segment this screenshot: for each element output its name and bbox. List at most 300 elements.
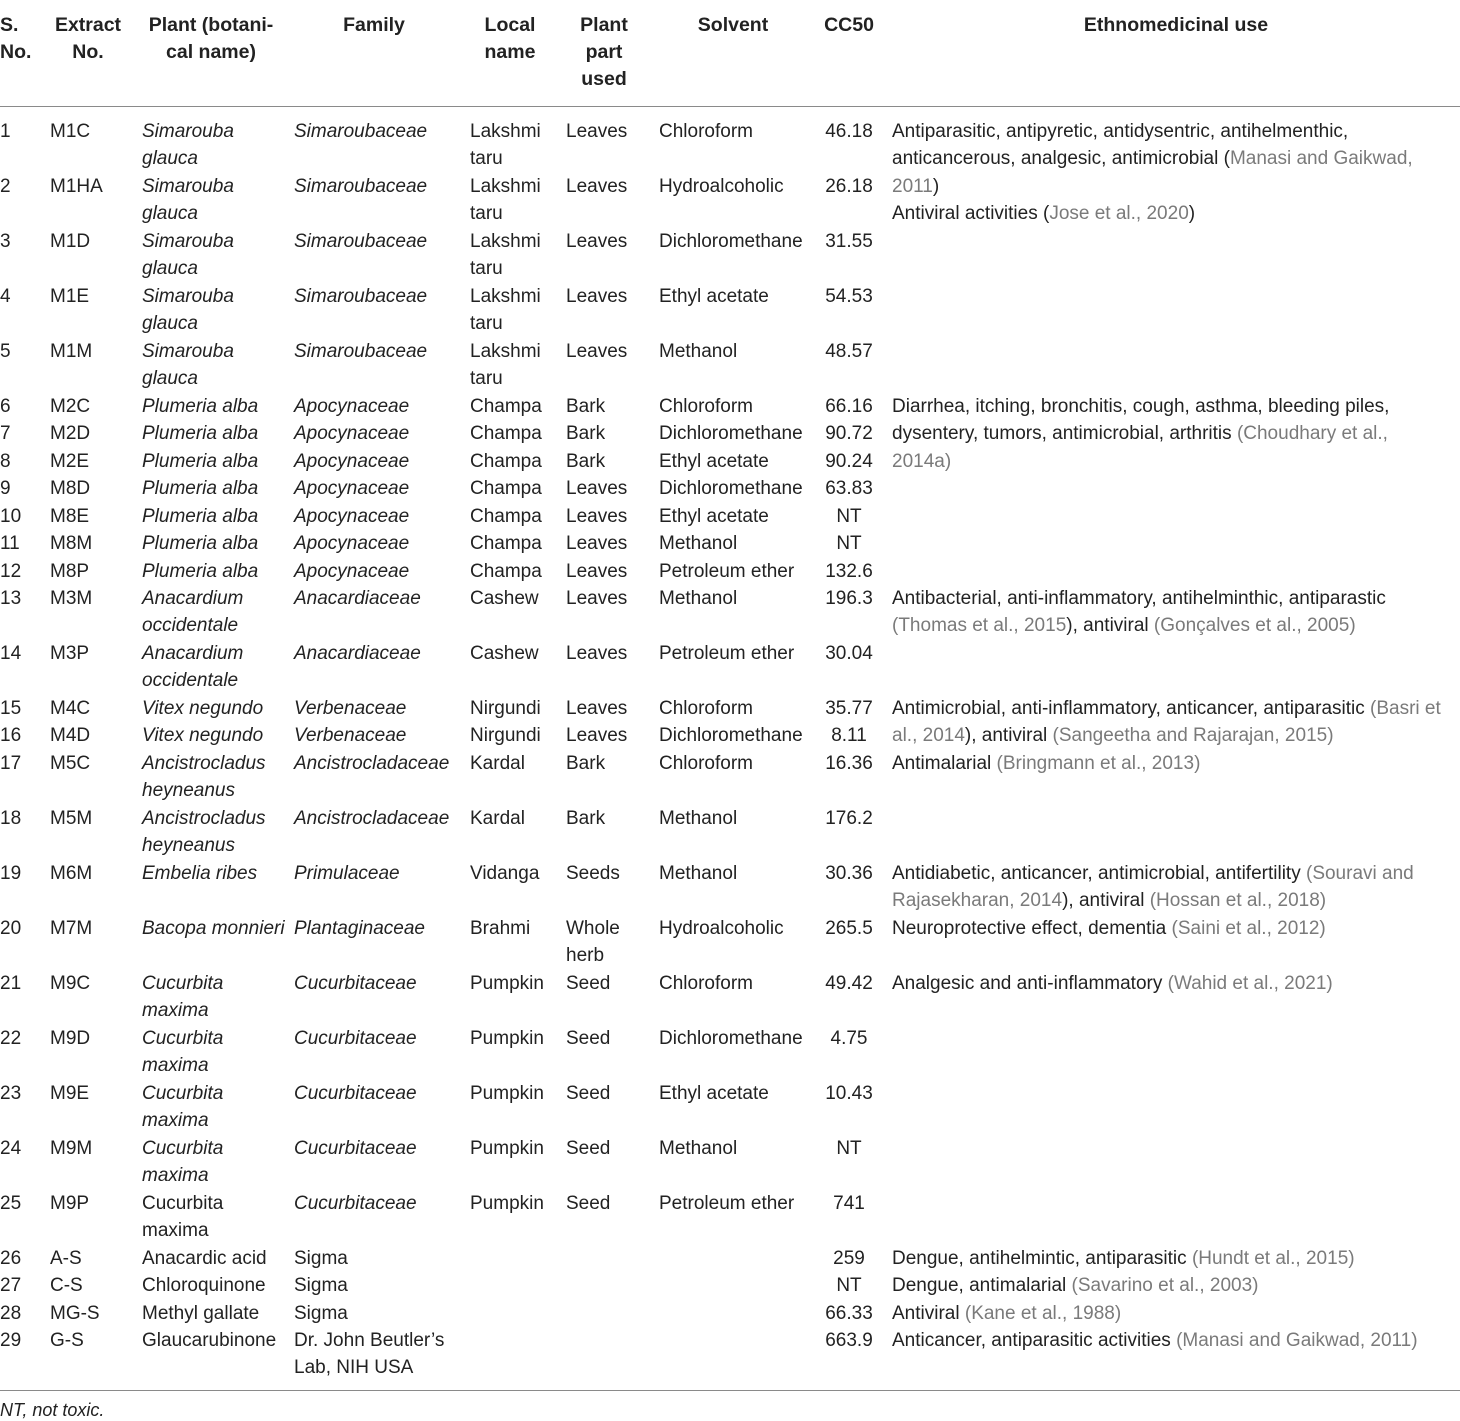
cell-sno: 28 xyxy=(0,1303,22,1324)
table-header xyxy=(0,0,1460,107)
cell-part: Bark xyxy=(566,753,606,774)
cell-cc50: NT xyxy=(836,533,862,554)
cell-local: Lakshmi taru xyxy=(470,121,541,170)
cell-family: Sigma xyxy=(294,1303,348,1324)
cell-cc50: 8.11 xyxy=(831,725,867,746)
cell-cc50: 176.2 xyxy=(825,808,873,829)
use-text: Antibacterial, anti-inflammatory, antihelminthic, antiparastic xyxy=(892,588,1386,609)
cell-extract: M2E xyxy=(50,451,90,472)
cell-extract: M9P xyxy=(50,1193,90,1214)
ethnomedicinal-use xyxy=(892,915,1452,942)
cell-extract: M8E xyxy=(50,506,90,527)
cell-family: Apocynaceae xyxy=(294,506,410,527)
cell-family: Verbenaceae xyxy=(294,725,407,746)
cell-sno: 19 xyxy=(0,863,22,884)
cell-plant: Chloroquinone xyxy=(142,1275,266,1296)
cell-cc50: 196.3 xyxy=(825,588,873,609)
cell-cc50: 49.42 xyxy=(825,973,873,994)
citation-link[interactable]: ( xyxy=(1071,1275,1078,1296)
citation-link[interactable]: ) xyxy=(944,450,952,472)
cell-part: Leaves xyxy=(566,725,628,746)
cell-extract: M9E xyxy=(50,1083,90,1104)
cell-solvent: Chloroform xyxy=(659,753,753,774)
use-text: ( xyxy=(1043,203,1050,225)
cell-plant: Cucurbita maxima xyxy=(142,1138,224,1187)
cell-solvent: Methanol xyxy=(659,1138,738,1159)
cell-sno: 10 xyxy=(0,506,22,527)
citation-link[interactable]: ( xyxy=(964,1303,972,1324)
header-solvent: Solvent xyxy=(697,14,769,36)
cell-cc50: NT xyxy=(836,1275,862,1296)
cell-extract: M5M xyxy=(50,808,93,829)
cell-part: Bark xyxy=(566,808,606,829)
cell-part: Bark xyxy=(566,396,606,417)
use-text: ), antiviral xyxy=(1066,615,1154,637)
cell-sno: 3 xyxy=(0,231,11,252)
cell-sno: 22 xyxy=(0,1028,22,1049)
use-text: Antiviral activities xyxy=(892,203,1043,225)
use-text: Antimicrobial, anti-inflammatory, anticancer, antiparasitic xyxy=(892,698,1371,719)
cell-extract: M8M xyxy=(50,533,93,554)
citation-link[interactable]: Choudhary et al., 2014a xyxy=(892,423,1388,472)
cell-plant: Plumeria alba xyxy=(142,478,259,499)
citation-link[interactable]: Wahid et al., 2021 xyxy=(1173,973,1327,994)
cell-plant: Ancistrocladus heyneanus xyxy=(142,753,266,802)
cell-plant: Plumeria alba xyxy=(142,423,259,444)
cell-family: Cucurbitaceae xyxy=(294,1083,417,1104)
citation-link[interactable]: ) xyxy=(1411,1330,1418,1351)
cell-sno: 12 xyxy=(0,561,22,582)
use-text: Neuroprotective effect, dementia xyxy=(892,918,1172,939)
cell-extract: M7M xyxy=(50,918,93,939)
citation-link[interactable]: ( xyxy=(892,615,899,637)
cell-cc50: 10.43 xyxy=(825,1083,873,1104)
cell-part: Leaves xyxy=(566,478,628,499)
cell-part: Leaves xyxy=(566,341,628,362)
cell-solvent: Dichloromethane xyxy=(659,231,803,252)
cell-sno: 27 xyxy=(0,1275,22,1296)
citation-link[interactable]: ( xyxy=(996,753,1003,774)
cell-family: Simaroubaceae xyxy=(294,231,428,252)
cell-extract: M3P xyxy=(50,643,90,664)
cell-part: Bark xyxy=(566,451,606,472)
citation-link[interactable]: Kane et al., 1988 xyxy=(971,1303,1115,1324)
citation-link[interactable]: ) xyxy=(1114,1303,1122,1324)
cell-solvent: Methanol xyxy=(659,533,738,554)
cell-plant: Vitex negundo xyxy=(142,698,264,719)
cell-family: Sigma xyxy=(294,1248,348,1269)
cell-family: Dr. John Beutler’s Lab, NIH USA xyxy=(294,1330,445,1379)
cell-solvent: Dichloromethane xyxy=(659,725,803,746)
cell-plant: Plumeria alba xyxy=(142,561,259,582)
cell-part: Leaves xyxy=(566,533,628,554)
cell-solvent: Ethyl acetate xyxy=(659,506,769,527)
cell-plant: Plumeria alba xyxy=(142,451,259,472)
table-bottom-rule xyxy=(0,1390,1460,1391)
header-part: Plant part used xyxy=(580,14,628,90)
cell-plant: Methyl gallate xyxy=(142,1303,260,1324)
cell-local: Pumpkin xyxy=(470,1028,544,1049)
cell-part: Leaves xyxy=(566,643,628,664)
cell-cc50: 90.24 xyxy=(825,451,873,472)
cell-family: Cucurbitaceae xyxy=(294,1193,417,1214)
cell-local: Champa xyxy=(470,561,542,582)
citation-link[interactable]: Manasi and Gaikwad, 2011 xyxy=(892,148,1413,197)
cell-solvent: Ethyl acetate xyxy=(659,451,769,472)
cell-cc50: 16.36 xyxy=(825,753,873,774)
cell-extract: M2C xyxy=(50,396,91,417)
ethnomedicinal-use xyxy=(892,1300,1452,1327)
use-text: Diarrhea, itching, bronchitis, cough, asthma, bleeding piles, dysentery, tumors, antimicrobial, arthritis xyxy=(892,396,1390,445)
ethnomedicinal-use xyxy=(892,585,1452,640)
cell-family: Verbenaceae xyxy=(294,698,407,719)
cell-local: Nirgundi xyxy=(470,698,541,719)
cell-solvent: Petroleum ether xyxy=(659,1193,795,1214)
cell-plant: Simarouba glauca xyxy=(142,121,234,170)
use-text: ), antiviral xyxy=(964,725,1053,747)
cell-part: Leaves xyxy=(566,286,628,307)
cell-solvent: Methanol xyxy=(659,588,738,609)
ethnomedicinal-use xyxy=(892,118,1452,200)
cell-local: Champa xyxy=(470,396,542,417)
cell-extract: M3M xyxy=(50,588,93,609)
ethnomedicinal-use xyxy=(892,970,1452,997)
cell-cc50: 741 xyxy=(833,1193,865,1214)
cell-part: Leaves xyxy=(566,121,628,142)
cell-local: Champa xyxy=(470,533,542,554)
cell-part: Leaves xyxy=(566,561,628,582)
citation-link[interactable]: ) xyxy=(1326,973,1333,994)
use-text: Antiparasitic, antipyretic, antidysentric, antihelmenthic, anticancerous, analgesic, antimicrobial xyxy=(892,121,1349,170)
cell-sno: 17 xyxy=(0,753,22,774)
use-text: ( xyxy=(1223,148,1230,170)
citation-link[interactable]: ( xyxy=(1149,890,1157,912)
cell-sno: 25 xyxy=(0,1193,22,1214)
cell-cc50: 48.57 xyxy=(825,341,873,362)
cell-local: Lakshmi taru xyxy=(470,231,541,280)
cell-plant: Embelia ribes xyxy=(142,863,258,884)
cell-family: Plantaginaceae xyxy=(294,918,425,939)
cell-extract: G-S xyxy=(50,1330,84,1351)
cell-family: Ancistrocladaceae xyxy=(294,808,450,829)
cell-family: Anacardiaceae xyxy=(294,588,421,609)
cell-cc50: 63.83 xyxy=(825,478,873,499)
cell-extract: M1D xyxy=(50,231,91,252)
cell-cc50: 66.33 xyxy=(825,1303,873,1324)
ethnomedicinal-use xyxy=(892,695,1452,750)
use-text: Dengue, antihelmintic, antiparasitic xyxy=(892,1248,1192,1269)
cell-plant: Cucurbita maxima xyxy=(142,1083,224,1132)
cell-family: Simaroubaceae xyxy=(294,286,428,307)
cell-sno: 8 xyxy=(0,451,11,472)
cell-extract: M5C xyxy=(50,753,91,774)
cell-family: Ancistrocladaceae xyxy=(294,753,450,774)
header-cc50: CC50 xyxy=(824,14,874,36)
header-extract: Extract No. xyxy=(54,14,122,63)
cell-family: Simaroubaceae xyxy=(294,341,428,362)
cell-extract: M1E xyxy=(50,286,90,307)
citation-link[interactable]: Souravi and Rajasekharan, 2014 xyxy=(892,863,1414,912)
cell-plant: Ancistrocladus heyneanus xyxy=(142,808,266,857)
cell-sno: 26 xyxy=(0,1248,22,1269)
cell-sno: 2 xyxy=(0,176,11,197)
ethnomedicinal-use xyxy=(892,393,1452,475)
use-text: Antimalarial xyxy=(892,753,997,774)
cell-family: Anacardiaceae xyxy=(294,643,421,664)
cell-plant: Anacardium occidentale xyxy=(142,588,244,637)
cell-family: Sigma xyxy=(294,1275,348,1296)
citation-link[interactable]: Sangeetha and Rajarajan, 2015 xyxy=(1058,725,1328,747)
citation-link[interactable]: ( xyxy=(1171,918,1178,939)
cell-local: Vidanga xyxy=(470,863,540,884)
cell-cc50: 259 xyxy=(833,1248,865,1269)
header-ethno: Ethnomedicinal use xyxy=(1083,14,1269,36)
citation-link[interactable]: Manasi and Gaikwad, 2011 xyxy=(1182,1330,1412,1351)
cell-family: Apocynaceae xyxy=(294,561,410,582)
cell-plant: Anacardium occidentale xyxy=(142,643,244,692)
cell-cc50: 30.04 xyxy=(825,643,873,664)
cell-family: Cucurbitaceae xyxy=(294,1138,417,1159)
cell-cc50: 35.77 xyxy=(825,698,873,719)
cell-solvent: Dichloromethane xyxy=(659,423,803,444)
cell-family: Primulaceae xyxy=(294,863,400,884)
cell-sno: 23 xyxy=(0,1083,22,1104)
cell-sno: 7 xyxy=(0,423,11,444)
cell-part: Bark xyxy=(566,423,606,444)
cell-part: Seeds xyxy=(566,863,620,884)
cell-extract: C-S xyxy=(50,1275,83,1296)
cell-cc50: 4.75 xyxy=(830,1028,868,1049)
cell-sno: 5 xyxy=(0,341,11,362)
use-text: ), antiviral xyxy=(1062,890,1150,912)
citation-link[interactable]: ( xyxy=(1167,973,1174,994)
header-local: Local name xyxy=(484,14,536,63)
cell-local: Cashew xyxy=(470,643,539,664)
cell-solvent: Methanol xyxy=(659,341,738,362)
cell-local: Kardal xyxy=(470,808,525,829)
citation-link[interactable]: ) xyxy=(1348,1248,1355,1269)
cell-plant: Vitex negundo xyxy=(142,725,264,746)
header-plant: Plant (botani- cal name) xyxy=(148,14,274,63)
cell-sno: 11 xyxy=(0,533,20,554)
cell-sno: 16 xyxy=(0,725,22,746)
cell-local: Nirgundi xyxy=(470,725,541,746)
cell-sno: 1 xyxy=(0,121,11,142)
citation-link[interactable]: ( xyxy=(1052,725,1059,747)
cell-local: Lakshmi taru xyxy=(470,341,541,390)
cell-local: Pumpkin xyxy=(470,1083,544,1104)
ethnomedicinal-use xyxy=(892,200,1452,227)
cell-family: Simaroubaceae xyxy=(294,121,428,142)
cell-plant: Plumeria alba xyxy=(142,533,259,554)
cell-extract: M9M xyxy=(50,1138,93,1159)
cell-solvent: Hydroalcoholic xyxy=(659,918,784,939)
cell-part: Seed xyxy=(566,1028,611,1049)
cell-local: Pumpkin xyxy=(470,1138,544,1159)
cell-cc50: NT xyxy=(836,506,862,527)
cell-solvent: Chloroform xyxy=(659,121,753,142)
cell-extract: M8P xyxy=(50,561,90,582)
cell-sno: 14 xyxy=(0,643,22,664)
citation-link[interactable]: ) xyxy=(1327,725,1334,747)
citation-link[interactable]: Gonçalves et al., 2005 xyxy=(1160,615,1350,637)
cell-family: Apocynaceae xyxy=(294,423,410,444)
citation-link[interactable]: Basri et al., 2014 xyxy=(892,698,1441,747)
cell-local: Champa xyxy=(470,451,542,472)
cell-local: Lakshmi taru xyxy=(470,176,541,225)
citation-link[interactable]: ( xyxy=(1176,1330,1183,1351)
ethnomedicinal-use xyxy=(892,860,1452,915)
cell-plant: Simarouba glauca xyxy=(142,286,234,335)
cell-plant: Simarouba glauca xyxy=(142,341,234,390)
cell-sno: 4 xyxy=(0,286,11,307)
cell-cc50: 46.18 xyxy=(825,121,873,142)
cell-extract: M4C xyxy=(50,698,91,719)
use-text: Antiviral xyxy=(892,1303,965,1324)
cell-part: Seed xyxy=(566,1193,611,1214)
ethnomedicinal-use xyxy=(892,1245,1452,1272)
cell-sno: 6 xyxy=(0,396,11,417)
use-text: Analgesic and anti-inflammatory xyxy=(892,973,1168,994)
cell-local: Brahmi xyxy=(470,918,531,939)
cell-plant: Glaucarubinone xyxy=(142,1330,277,1351)
use-text: Antidiabetic, anticancer, antimicrobial, antifertility xyxy=(892,863,1306,884)
cell-plant: Cucurbita maxima xyxy=(142,973,224,1022)
cell-sno: 15 xyxy=(0,698,22,719)
citation-link[interactable]: ( xyxy=(1305,863,1313,884)
citation-link[interactable]: ( xyxy=(1153,615,1161,637)
cell-solvent: Petroleum ether xyxy=(659,561,795,582)
cell-family: Apocynaceae xyxy=(294,451,410,472)
cell-family: Cucurbitaceae xyxy=(294,1028,417,1049)
cell-local: Champa xyxy=(470,478,542,499)
cell-cc50: NT xyxy=(836,1138,862,1159)
cell-sno: 29 xyxy=(0,1330,22,1351)
cell-extract: M1C xyxy=(50,121,91,142)
citation-link[interactable]: ( xyxy=(1191,1248,1199,1269)
cell-local: Cashew xyxy=(470,588,539,609)
cell-solvent: Petroleum ether xyxy=(659,643,795,664)
citation-link[interactable]: ) xyxy=(1194,753,1201,774)
cell-plant: Plumeria alba xyxy=(142,396,259,417)
cell-family: Apocynaceae xyxy=(294,396,410,417)
header-sno: S. No. xyxy=(0,14,32,63)
cell-cc50: 66.16 xyxy=(825,396,873,417)
cell-part: Whole herb xyxy=(566,918,620,967)
citation-link[interactable]: Hundt et al., 2015 xyxy=(1198,1248,1349,1269)
cell-extract: M1HA xyxy=(50,176,103,197)
cell-solvent: Ethyl acetate xyxy=(659,1083,769,1104)
cell-solvent: Chloroform xyxy=(659,396,753,417)
cell-plant: Simarouba glauca xyxy=(142,176,234,225)
cell-solvent: Methanol xyxy=(659,863,738,884)
cell-plant: Plumeria alba xyxy=(142,506,259,527)
header-family: Family xyxy=(343,14,405,36)
cell-extract: M9D xyxy=(50,1028,91,1049)
cell-plant: Bacopa monnieri xyxy=(142,918,285,939)
cell-cc50: 132.6 xyxy=(825,561,873,582)
cell-plant: Cucurbita maxima xyxy=(142,1193,224,1242)
citation-link[interactable]: Savarino et al., 2003 xyxy=(1077,1275,1253,1296)
cell-local: Kardal xyxy=(470,753,525,774)
ethnomedicinal-use xyxy=(892,750,1452,777)
citation-link[interactable]: ) xyxy=(1319,918,1326,939)
cell-plant: Simarouba glauca xyxy=(142,231,234,280)
cell-part: Leaves xyxy=(566,698,628,719)
cell-plant: Cucurbita maxima xyxy=(142,1028,224,1077)
footnote: NT, not toxic. xyxy=(0,1400,105,1420)
citation-link[interactable]: ( xyxy=(1236,423,1244,445)
cell-extract: M4D xyxy=(50,725,91,746)
cell-solvent: Hydroalcoholic xyxy=(659,176,784,197)
cell-sno: 18 xyxy=(0,808,22,829)
citation-link[interactable]: ) xyxy=(1349,615,1356,637)
cell-part: Seed xyxy=(566,1138,611,1159)
cell-extract: M1M xyxy=(50,341,93,362)
cell-sno: 24 xyxy=(0,1138,22,1159)
cell-extract: M6M xyxy=(50,863,93,884)
cell-solvent: Methanol xyxy=(659,808,738,829)
cell-cc50: 31.55 xyxy=(825,231,873,252)
cell-extract: A-S xyxy=(50,1248,82,1269)
ethnomedicinal-use xyxy=(892,1327,1452,1354)
citation-link[interactable]: ( xyxy=(1370,698,1377,719)
citation-link[interactable]: Thomas et al., 2015 xyxy=(898,615,1067,637)
citation-link[interactable]: Jose et al., 2020 xyxy=(1049,203,1189,225)
cell-plant: Anacardic acid xyxy=(142,1248,267,1269)
cell-local: Pumpkin xyxy=(470,973,544,994)
use-text: Anticancer, antiparasitic activities xyxy=(892,1330,1177,1351)
cell-part: Leaves xyxy=(566,588,628,609)
cell-sno: 20 xyxy=(0,918,22,939)
use-text: Dengue, antimalarial xyxy=(892,1275,1072,1296)
cell-local: Pumpkin xyxy=(470,1193,544,1214)
use-text: ) xyxy=(932,175,940,197)
cell-cc50: 265.5 xyxy=(825,918,873,939)
cell-family: Simaroubaceae xyxy=(294,176,428,197)
cell-sno: 9 xyxy=(0,478,11,499)
cell-part: Leaves xyxy=(566,506,628,527)
use-text: ) xyxy=(1188,203,1196,225)
cell-solvent: Dichloromethane xyxy=(659,1028,803,1049)
cell-family: Apocynaceae xyxy=(294,478,410,499)
citation-link[interactable]: ) xyxy=(1319,890,1327,912)
cell-solvent: Chloroform xyxy=(659,973,753,994)
cell-local: Champa xyxy=(470,423,542,444)
citation-link[interactable]: ) xyxy=(1252,1275,1259,1296)
cell-cc50: 30.36 xyxy=(825,863,873,884)
citation-link[interactable]: Bringmann et al., 2013 xyxy=(1002,753,1195,774)
cell-cc50: 54.53 xyxy=(825,286,873,307)
cell-solvent: Chloroform xyxy=(659,698,753,719)
cell-extract: M2D xyxy=(50,423,91,444)
cell-extract: M8D xyxy=(50,478,91,499)
cell-cc50: 663.9 xyxy=(825,1330,873,1351)
cell-part: Leaves xyxy=(566,176,628,197)
cell-local: Champa xyxy=(470,506,542,527)
cell-extract: MG-S xyxy=(50,1303,100,1324)
cell-solvent: Dichloromethane xyxy=(659,478,803,499)
cell-extract: M9C xyxy=(50,973,91,994)
citation-link[interactable]: Saini et al., 2012 xyxy=(1177,918,1320,939)
cell-cc50: 90.72 xyxy=(825,423,873,444)
citation-link[interactable]: Hossan et al., 2018 xyxy=(1156,890,1320,912)
cell-family: Apocynaceae xyxy=(294,533,410,554)
cell-part: Leaves xyxy=(566,231,628,252)
cell-family: Cucurbitaceae xyxy=(294,973,417,994)
cell-sno: 21 xyxy=(0,973,22,994)
cell-local: Lakshmi taru xyxy=(470,286,541,335)
